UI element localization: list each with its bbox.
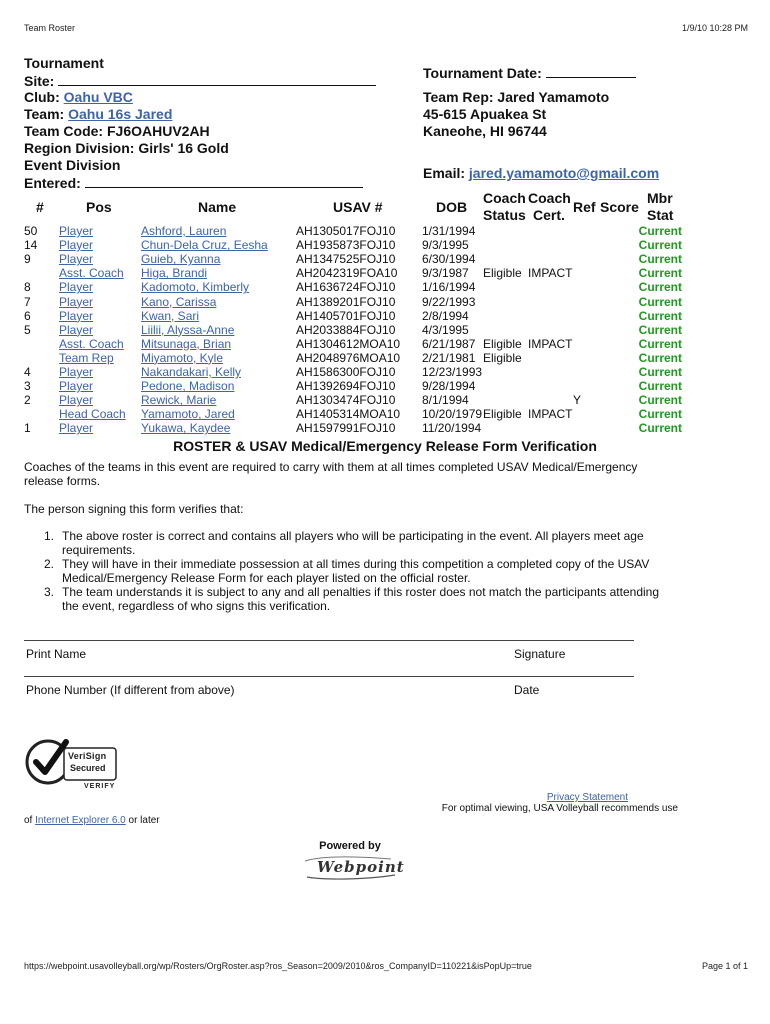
cell-pos[interactable]: Player — [59, 421, 94, 436]
date-label: Date — [514, 683, 540, 697]
cell-pos[interactable]: Player — [59, 379, 94, 394]
cell-usav: AH1636724FOJ10 — [296, 280, 396, 295]
cell-name[interactable]: Guieb, Kyanna — [141, 252, 221, 267]
cell-pos[interactable]: Asst. Coach — [59, 266, 124, 281]
cell-dob: 1/16/1994 — [422, 280, 476, 295]
col-header-num: # — [36, 199, 44, 215]
cell-dob: 2/8/1994 — [422, 308, 469, 323]
cell-usav: AH1347525FOJ10 — [296, 252, 396, 267]
cell-name[interactable]: Mitsunaga, Brian — [141, 336, 232, 351]
intro-line1: Coaches of the teams in this event are required to carry with them at all times completed USAV Medical/Emergency — [24, 460, 638, 474]
cell-name[interactable]: Liilii, Alyssa-Anne — [141, 322, 235, 337]
team-row — [24, 106, 172, 123]
entered-label: Entered: — [24, 175, 81, 191]
print-name-line — [24, 640, 634, 641]
cell-name[interactable]: Ashford, Lauren — [141, 224, 227, 238]
cell-coach-status: Eligible — [483, 407, 522, 422]
event-division-label: Event Division — [24, 157, 121, 173]
cell-pos[interactable]: Player — [59, 393, 94, 408]
cell-usav: AH1303474FOJ10 — [296, 393, 396, 408]
cell-coach-cert: IMPACT — [528, 266, 573, 281]
privacy-link-text[interactable]: Privacy Statement — [546, 792, 628, 803]
col-header-pos: Pos — [86, 199, 112, 215]
team-code: Team Code: FJ6OAHUV2AH — [24, 123, 210, 139]
cell-usav: AH1597991FOJ10 — [296, 421, 396, 436]
cell-pos[interactable]: Player — [59, 294, 94, 309]
cell-dob: 10/20/1979 — [422, 407, 483, 422]
tournament-label: Tournament — [24, 55, 104, 71]
cell-mbr-stat: Current — [638, 407, 682, 422]
cell-dob: 9/22/1993 — [422, 294, 476, 309]
cell-dob: 8/1/1994 — [422, 393, 469, 408]
club-row — [24, 89, 133, 106]
cell-coach-status: Eligible — [483, 350, 522, 365]
cell-name[interactable]: Chun-Dela Cruz, Eesha — [141, 238, 268, 253]
cell-coach-cert: IMPACT — [528, 336, 573, 351]
cell-num: 6 — [24, 308, 31, 323]
cell-mbr-stat: Current — [638, 365, 682, 379]
site-label: Site: — [24, 73, 55, 89]
cell-num: 50 — [24, 224, 38, 238]
cell-mbr-stat: Current — [638, 336, 682, 351]
cell-dob: 4/3/1995 — [422, 322, 469, 337]
cell-ref: Y — [573, 393, 582, 408]
list-item-text: the event, regardless of who signs this verification. — [62, 599, 331, 613]
email-label: Email: — [423, 165, 466, 181]
cell-usav: AH1305017FOJ10 — [296, 224, 396, 238]
col-header-coach-cert-top: Coach — [528, 190, 571, 206]
signature-label: Signature — [514, 647, 566, 661]
privacy-statement-link[interactable] — [547, 792, 628, 803]
cell-usav: AH1935873FOJ10 — [296, 238, 396, 253]
powered-by-label: Powered by — [319, 840, 381, 852]
print-page-number: Page 1 of 1 — [701, 961, 748, 971]
list-item-number: 2. — [44, 557, 55, 571]
ie-line — [24, 815, 160, 826]
cell-mbr-stat: Current — [638, 224, 682, 238]
cell-name[interactable]: Higa, Brandi — [141, 266, 208, 281]
cell-name[interactable]: Miyamoto, Kyle — [141, 350, 224, 365]
cell-mbr-stat: Current — [638, 421, 682, 436]
cell-coach-status: Eligible — [483, 266, 522, 281]
cell-mbr-stat: Current — [638, 350, 682, 365]
col-header-mbr-top: Mbr — [647, 190, 673, 206]
verification-title: ROSTER & USAV Medical/Emergency Release Form Verification — [173, 438, 597, 454]
cell-mbr-stat: Current — [638, 266, 682, 281]
tournament-date-blank — [546, 64, 636, 78]
print-datetime: 1/9/10 10:28 PM — [681, 23, 748, 33]
list-item-text: requirements. — [62, 543, 136, 557]
person-line: The person signing this form verifies that: — [24, 502, 244, 516]
cell-num: 5 — [24, 322, 31, 337]
cell-dob: 11/20/1994 — [422, 421, 482, 436]
verisign-secured: Secured — [70, 763, 106, 773]
cell-usav: AH1389201FOJ10 — [296, 294, 396, 309]
webpoint-wordmark: Webpoint — [317, 858, 405, 876]
cell-mbr-stat: Current — [638, 393, 682, 408]
cell-num: 14 — [24, 238, 38, 253]
site-row — [24, 72, 376, 90]
cell-mbr-stat: Current — [638, 252, 682, 267]
list-item-text: Medical/Emergency Release Form for each player listed on the official roster. — [62, 571, 471, 585]
address-line1: 45-615 Apuakea St — [423, 106, 547, 122]
cell-pos[interactable]: Player — [59, 224, 94, 238]
cell-usav: AH1304612MOA10 — [296, 336, 401, 351]
phone-line — [24, 676, 634, 677]
of-text: of — [24, 815, 33, 826]
cell-num: 3 — [24, 379, 31, 394]
cell-dob: 9/3/1987 — [422, 266, 469, 281]
cell-dob: 1/31/1994 — [422, 224, 476, 238]
cell-name[interactable]: Yamamoto, Jared — [141, 407, 235, 422]
list-item-number: 3. — [44, 585, 55, 599]
entered-row — [24, 174, 363, 192]
cell-usav: AH1586300FOJ10 — [296, 365, 396, 379]
cell-pos[interactable]: Player — [59, 252, 94, 267]
intro-line2: release forms. — [24, 474, 101, 488]
list-item-text: The above roster is correct and contains all players who will be participating in the event. All players meet age — [62, 529, 644, 543]
list-item-number: 1. — [44, 529, 55, 543]
cell-coach-cert: IMPACT — [528, 407, 573, 422]
cell-num: 1 — [24, 421, 31, 436]
col-header-ref: Ref — [573, 199, 596, 215]
webpoint-logo[interactable] — [303, 855, 405, 881]
col-header-score: Score — [600, 199, 639, 215]
optimal-viewing-text: For optimal viewing, USA Volleyball recommends use — [441, 803, 678, 814]
tournament-date-label: Tournament Date: — [423, 65, 542, 81]
list-item-text: They will have in their immediate possession at all times during this competition a completed copy of the USAV — [62, 557, 650, 571]
phone-label: Phone Number (If different from above) — [26, 683, 235, 697]
cell-usav: AH1392694FOJ10 — [296, 379, 396, 394]
cell-mbr-stat: Current — [638, 379, 682, 394]
verisign-name: VeriSign — [68, 751, 107, 761]
col-header-coach-cert-bottom: Cert. — [533, 207, 565, 223]
team-link[interactable]: Oahu 16s Jared — [68, 106, 173, 122]
cell-dob: 9/3/1995 — [422, 238, 469, 253]
cell-dob: 9/28/1994 — [422, 379, 476, 394]
tournament-date-row — [423, 64, 636, 82]
or-later-text: or later — [128, 815, 160, 826]
team-rep: Team Rep: Jared Yamamoto — [423, 89, 610, 105]
cell-num: 8 — [24, 280, 31, 295]
cell-pos[interactable]: Player — [59, 322, 94, 337]
cell-mbr-stat: Current — [638, 238, 682, 253]
col-header-coach-status-top: Coach — [483, 190, 526, 206]
cell-pos[interactable]: Asst. Coach — [59, 336, 124, 351]
cell-pos[interactable]: Player — [59, 365, 94, 379]
verisign-verify: VERIFY — [84, 783, 116, 790]
print-title: Team Roster — [24, 23, 76, 33]
cell-usav: AH2033884FOJ10 — [296, 322, 396, 337]
cell-mbr-stat: Current — [638, 308, 682, 323]
cell-pos[interactable]: Player — [59, 308, 94, 323]
col-header-usav: USAV # — [333, 199, 383, 215]
col-header-mbr-bottom: Stat — [647, 207, 674, 223]
cell-pos[interactable]: Team Rep — [59, 350, 114, 365]
print-url: https://webpoint.usavolleyball.org/wp/Rosters/OrgRoster.asp?ros_Season=2009/2010&ros_CompanyID=110221&isPopUp=true — [24, 961, 532, 971]
site-blank — [58, 72, 376, 86]
cell-pos[interactable]: Head Coach — [59, 407, 126, 422]
cell-name[interactable]: Rewick, Marie — [141, 393, 217, 408]
cell-num: 4 — [24, 365, 31, 379]
cell-usav: AH1405314MOA10 — [296, 407, 401, 422]
col-header-coach-status-bottom: Status — [483, 207, 526, 223]
print-name-label: Print Name — [26, 647, 87, 661]
verisign-badge[interactable] — [22, 736, 128, 792]
cell-coach-status: Eligible — [483, 336, 522, 351]
cell-pos[interactable]: Player — [59, 280, 94, 295]
team-label: Team: — [24, 106, 65, 122]
cell-name[interactable]: Pedone, Madison — [141, 379, 235, 394]
cell-mbr-stat: Current — [638, 322, 682, 337]
cell-name[interactable]: Nakandakari, Kelly — [141, 365, 242, 379]
cell-usav: AH2048976MOA10 — [296, 350, 401, 365]
col-header-dob: DOB — [436, 199, 468, 215]
cell-num: 7 — [24, 294, 31, 309]
cell-usav: AH1405701FOJ10 — [296, 308, 396, 323]
cell-name[interactable]: Yukawa, Kaydee — [141, 421, 231, 436]
address-line2: Kaneohe, HI 96744 — [423, 123, 547, 139]
cell-pos[interactable]: Player — [59, 238, 94, 253]
cell-num: 2 — [24, 393, 31, 408]
cell-dob: 2/21/1981 — [422, 350, 476, 365]
cell-dob: 12/23/1993 — [422, 365, 483, 379]
cell-name[interactable]: Kadomoto, Kimberly — [141, 280, 250, 295]
club-label: Club: — [24, 89, 60, 105]
cell-usav: AH2042319FOA10 — [296, 266, 398, 281]
club-link[interactable]: Oahu VBC — [63, 89, 133, 105]
email-row — [423, 165, 659, 182]
cell-mbr-stat: Current — [638, 294, 682, 309]
list-item-text: The team understands it is subject to any and all penalties if this roster does not match the participants attending — [62, 585, 660, 599]
entered-blank — [85, 174, 363, 188]
col-header-name: Name — [198, 199, 237, 215]
cell-name[interactable]: Kwan, Sari — [141, 308, 200, 323]
cell-dob: 6/21/1987 — [422, 336, 476, 351]
cell-num: 9 — [24, 252, 31, 267]
cell-dob: 6/30/1994 — [422, 252, 476, 267]
region-division: Region Division: Girls' 16 Gold — [24, 140, 229, 156]
cell-mbr-stat: Current — [638, 280, 682, 295]
email-link[interactable]: jared.yamamoto@gmail.com — [468, 165, 660, 181]
ie-link[interactable]: Internet Explorer 6.0 — [35, 815, 126, 826]
cell-name[interactable]: Kano, Carissa — [141, 294, 217, 309]
